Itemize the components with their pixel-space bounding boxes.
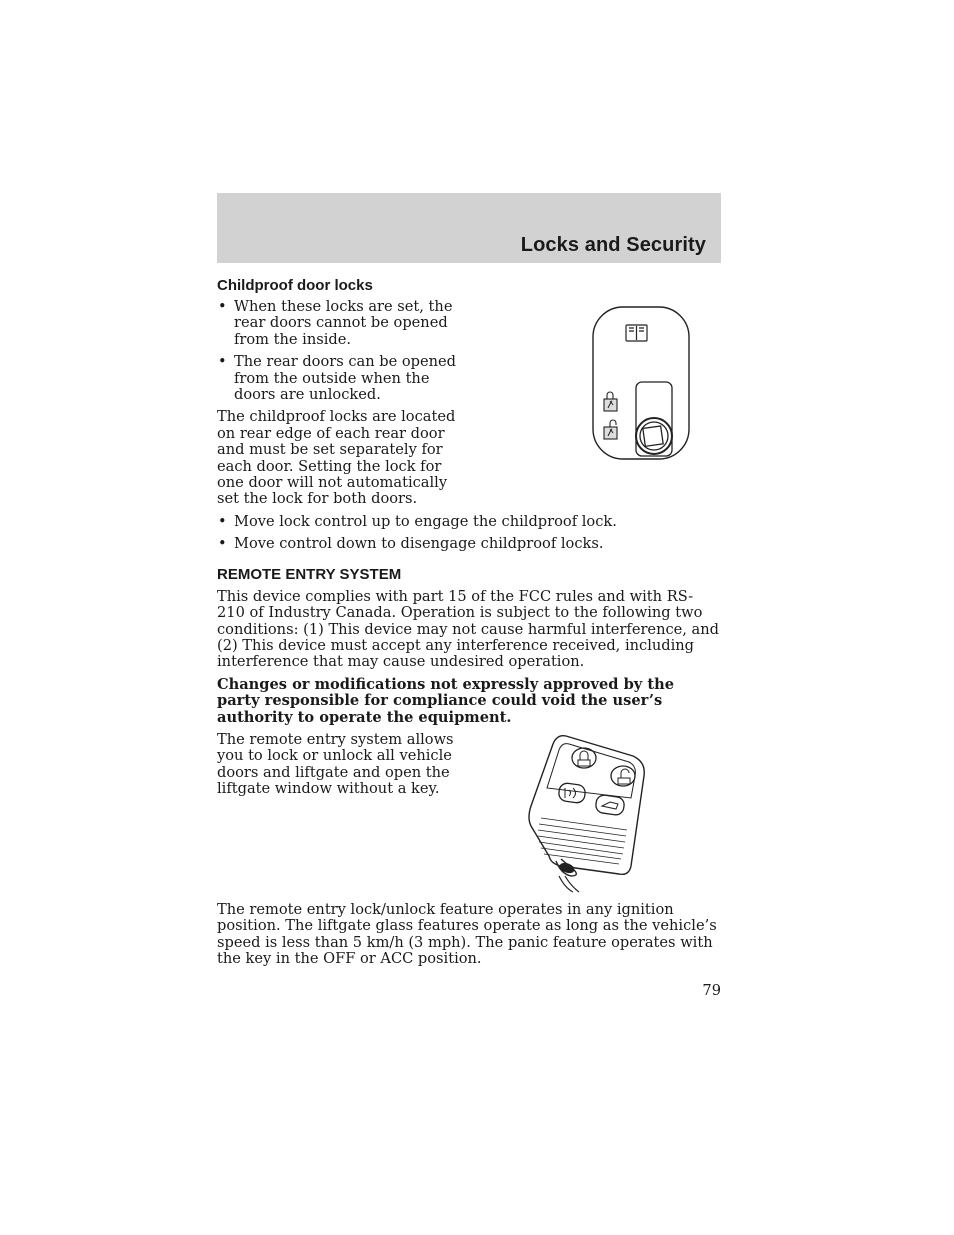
- fcc-paragraph: This device complies with part 15 of the FCC rules and with RS-210 of Industry Canada. Operation is subject to the following two conditions: (1) This device may not cause harmful interference, and (2) This device must accept any interference received, including interference that may cause undesired operation.: [217, 587, 720, 671]
- remote-intro-paragraph: The remote entry system allows you to lock or unlock all vehicle doors and liftgate and open the liftgate window without a key.: [217, 730, 454, 798]
- list-item: • When these locks are set, the rear doors cannot be opened from the inside.: [218, 298, 453, 348]
- childproof-lock-illustration: [461, 298, 721, 478]
- remote-features-paragraph: The remote entry lock/unlock feature operates in any ignition position. The liftgate glass features operate as long as the vehicle’s speed is less than 5 km/h (3 mph). The panic feature operates with the key in the OFF or ACC position.: [217, 900, 717, 968]
- list-item: • Move lock control up to engage the childproof lock.: [218, 512, 617, 530]
- remote-entry-heading: REMOTE ENTRY SYSTEM: [217, 565, 402, 583]
- warning-paragraph: Changes or modifications not expressly approved by the party responsible for compliance could void the user’s authority to operate the equipment.: [217, 675, 674, 726]
- childproof-heading: Childproof door locks: [217, 277, 373, 294]
- section-header-bar: [217, 193, 721, 263]
- section-title: Locks and Security: [520, 234, 706, 256]
- page-content: [217, 276, 721, 974]
- childproof-bullets-bottom: [217, 514, 721, 553]
- list-item: • The rear doors can be opened from the outside when the doors are unlocked.: [218, 353, 457, 404]
- childproof-paragraph: The childproof locks are located on rear edge of each rear door and must be set separately for each door. Setting the lock for one door will not automatically set the lock for both doors.: [217, 408, 456, 508]
- page-number: 79: [702, 982, 721, 999]
- remote-keyfob-illustration: [461, 726, 721, 898]
- list-item: • Move control down to disengage childproof locks.: [218, 535, 604, 553]
